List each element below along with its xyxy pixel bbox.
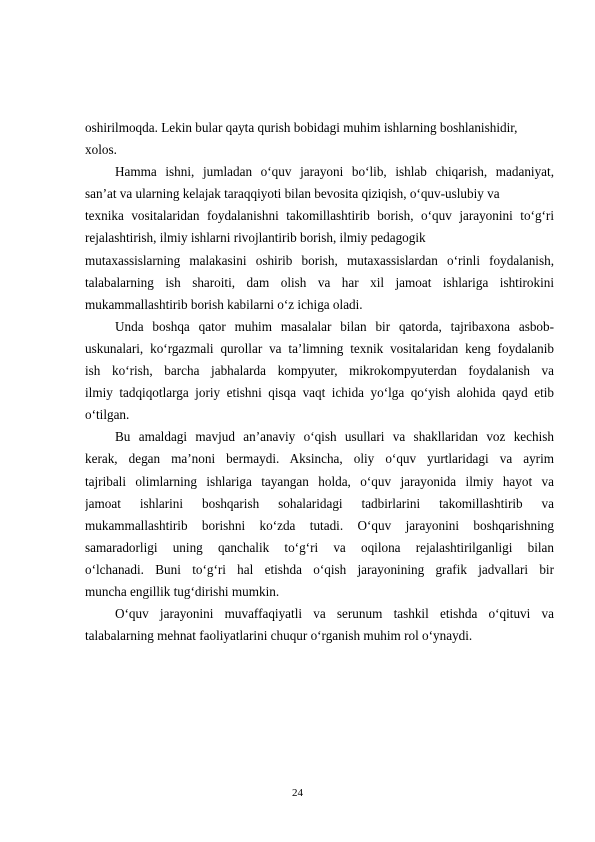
text-line: ish ko‘rish, barcha jabhalarda kompyuter, mikrokompyuterdan foydalanish va (85, 363, 554, 379)
text-line: rejalashtirish, ilmiy ishlarni rivojlantirib borish, ilmiy pedagogik (85, 230, 426, 246)
text-line: kerak, degan ma’noni bermaydi. Aksincha, oliy o‘quv yurtlaridagi va ayrim (85, 451, 554, 467)
text-line: uskunalari, ko‘rgazmali qurollar va ta’limning texnik vositalaridan keng foydalanib (85, 340, 554, 356)
text-line: san’at va ularning kelajak taraqqiyoti bilan bevosita qiziqish, o‘quv-uslubiy va (85, 186, 500, 202)
text-line: o‘tilgan. (85, 407, 130, 423)
text-line: mukammallashtirib borishni ko‘zda tutadi. O‘quv jarayonini boshqarishning (85, 517, 554, 533)
text-line: o‘lchanadi. Buni to‘g‘ri hal etishda o‘qish jarayonining grafik jadvallari bir (85, 561, 554, 577)
text-line: muncha engillik tug‘dirishi mumkin. (85, 583, 280, 599)
text-line: samaradorligi uning qanchalik to‘g‘ri va oqilona rejalashtirilganligi bilan (85, 539, 554, 555)
text-line: oshirilmoqda. Lekin bular qayta qurish bobidagi muhim ishlarning boshlanishidir, (85, 120, 518, 135)
text-line: ilmiy tadqiqotlarga joriy etishni qisqa vaqt ichida yo‘lga qo‘yish alohida qayd etib (85, 385, 554, 401)
text-line: talabalarning ish sharoiti, dam olish va har xil jamoat ishlariga ishtirokini (85, 274, 554, 290)
text-line: jamoat ishlarini boshqarish sohalaridagi tadbirlarini takomillashtirib va (85, 495, 554, 511)
body-text (85, 117, 554, 647)
text-line: mukammallashtirib borish kabilarni o‘z ichiga oladi. (85, 296, 363, 312)
text-line: O‘quv jarayonini muvaffaqiyatli va serunum tashkil etishda o‘qituvi va (115, 606, 554, 622)
text-line: mutaxassislarning malakasini oshirib borish, mutaxassislardan o‘rinli foydalanish, (85, 252, 554, 268)
text-line: xolos. (85, 142, 117, 158)
page-number: 24 (292, 787, 303, 799)
text-line: Hamma ishni, jumladan o‘quv jarayoni bo‘lib, ishlab chiqarish, madaniyat, (115, 164, 554, 180)
text-line: talabalarning mehnat faoliyatlarini chuqur o‘rganish muhim rol o‘ynaydi. (85, 628, 473, 644)
text-line: texnika vositalaridan foydalanishni takomillashtirib borish, o‘quv jarayonini to‘g‘ri (85, 208, 554, 224)
text-line: Bu amaldagi mavjud an’anaviy o‘qish usullari va shakllaridan voz kechish (115, 429, 554, 445)
text-line: Unda boshqa qator muhim masalalar bilan bir qatorda, tajribaxona asbob- (115, 318, 554, 334)
text-line: tajribali olimlarning ishlariga tayangan holda, o‘quv jarayonida ilmiy hayot va (85, 473, 554, 489)
